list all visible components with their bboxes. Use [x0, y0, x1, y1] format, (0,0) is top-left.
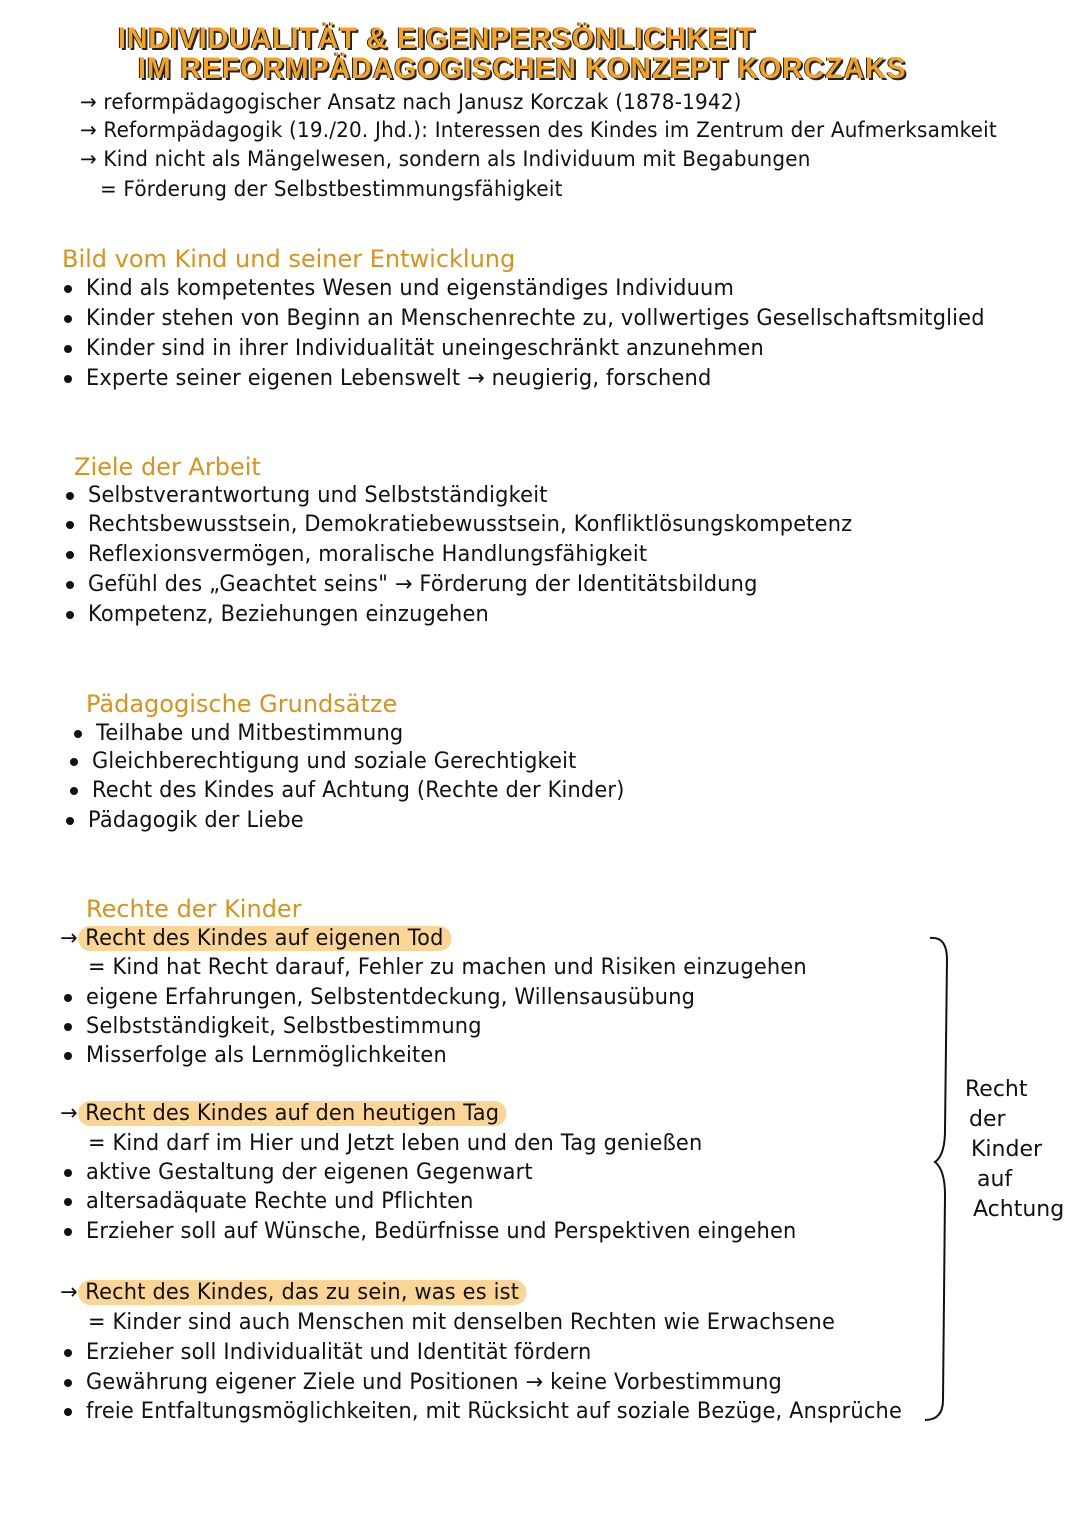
list-item: Misserfolge als Lernmöglichkeiten: [86, 1043, 447, 1068]
list-item: aktive Gestaltung der eigenen Gegenwart: [86, 1160, 533, 1185]
right-definition: = Kind darf im Hier und Jetzt leben und den Tag genießen: [88, 1131, 703, 1156]
section-heading: Ziele der Arbeit: [74, 453, 261, 481]
intro-line: → Kind nicht als Mängelwesen, sondern als Individuum mit Begabungen: [80, 147, 811, 171]
intro-line: → Reformpädagogik (19./20. Jhd.): Interessen des Kindes im Zentrum der Aufmerksamkeit: [80, 118, 997, 142]
section-heading: Bild vom Kind und seiner Entwicklung: [62, 245, 516, 273]
list-item: Kind als kompetentes Wesen und eigenständiges Individuum: [86, 276, 734, 301]
title-line-1: INDIVIDUALITÄT & EIGENPERSÖNLICHKEIT: [118, 22, 756, 55]
list-item: Recht des Kindes auf Achtung (Rechte der Kinder): [92, 778, 625, 803]
right-title: → Recht des Kindes auf eigenen Tod: [60, 926, 451, 951]
list-item: Teilhabe und Mitbestimmung: [96, 721, 404, 746]
list-item: Gefühl des „Geachtet seins" → Förderung der Identitätsbildung: [88, 572, 758, 597]
list-item: Gleichberechtigung und soziale Gerechtigkeit: [92, 749, 577, 774]
list-item: Kompetenz, Beziehungen einzugehen: [88, 602, 489, 627]
list-item: Selbstverantwortung und Selbstständigkeit: [88, 483, 548, 508]
title-line-2: IM REFORMPÄDAGOGISCHEN KONZEPT KORCZAKS: [138, 52, 907, 85]
section-heading: Rechte der Kinder: [86, 895, 302, 923]
list-item: freie Entfaltungsmöglichkeiten, mit Rücksicht auf soziale Bezüge, Ansprüche: [86, 1399, 903, 1424]
list-item: Gewährung eigener Ziele und Positionen → keine Vorbestimmung: [86, 1370, 783, 1395]
section-heading: Pädagogische Grundsätze: [86, 690, 398, 718]
right-title: → Recht des Kindes, das zu sein, was es ist: [60, 1280, 527, 1305]
list-item: Erzieher soll Individualität und Identität fördern: [86, 1340, 592, 1365]
list-item: Reflexionsvermögen, moralische Handlungsfähigkeit: [88, 542, 648, 567]
brace-label: Recht der Kinder auf Achtung: [965, 1077, 1065, 1222]
list-item: Selbstständigkeit, Selbstbestimmung: [86, 1014, 482, 1039]
list-item: eigene Erfahrungen, Selbstentdeckung, Willensausübung: [86, 985, 696, 1010]
intro-line: = Förderung der Selbstbestimmungsfähigkeit: [100, 177, 563, 201]
list-item: Kinder sind in ihrer Individualität uneingeschränkt anzunehmen: [86, 336, 764, 361]
list-item: Pädagogik der Liebe: [88, 808, 304, 833]
list-item: Kinder stehen von Beginn an Menschenrechte zu, vollwertiges Gesellschaftsmitglied: [86, 306, 985, 331]
list-item: Erzieher soll auf Wünsche, Bedürfnisse und Perspektiven eingehen: [86, 1219, 797, 1244]
intro-line: → reformpädagogischer Ansatz nach Janusz Korczak (1878-1942): [80, 90, 742, 114]
right-title: → Recht des Kindes auf den heutigen Tag: [60, 1101, 507, 1126]
right-definition: = Kinder sind auch Menschen mit denselben Rechten wie Erwachsene: [88, 1310, 835, 1335]
list-item: Experte seiner eigenen Lebenswelt → neugierig, forschend: [86, 366, 712, 391]
list-item: altersadäquate Rechte und Pflichten: [86, 1189, 474, 1214]
list-item: Rechtsbewusstsein, Demokratiebewusstsein, Konfliktlösungskompetenz: [88, 512, 853, 537]
right-definition: = Kind hat Recht darauf, Fehler zu machen und Risiken einzugehen: [88, 955, 807, 980]
